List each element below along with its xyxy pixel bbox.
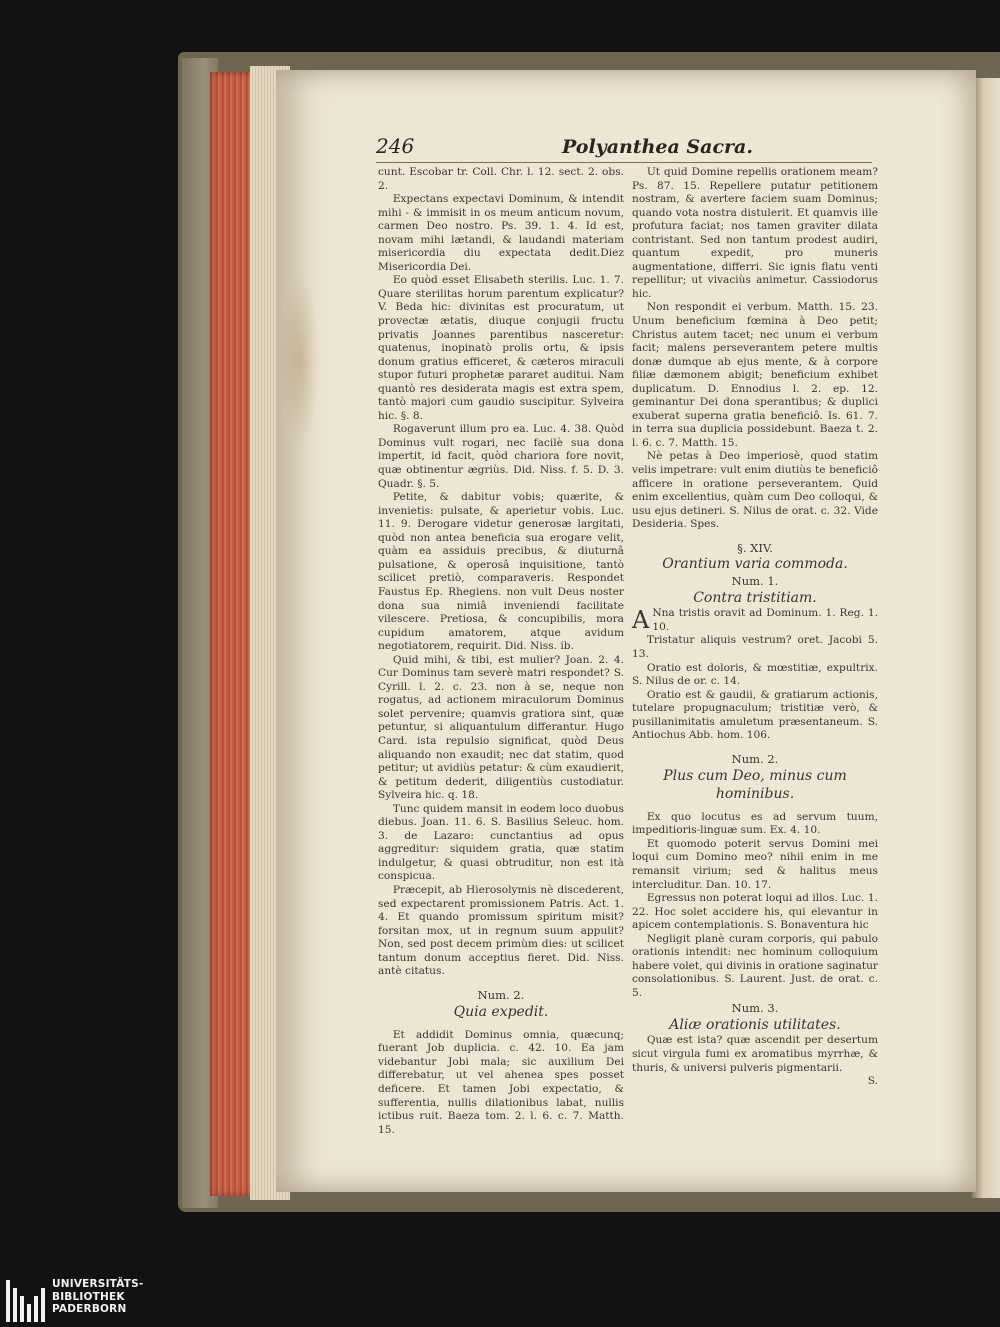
paragraph: A Nna tristis oravit ad Dominum. 1. Reg. 1. 10. [632, 606, 878, 635]
paragraph: Tristatur aliquis vestrum? oret. Jacobi 5. 13. [632, 634, 878, 660]
paragraph: Petite, & dabitur vobis; quærite, & invenietis: pulsate, & aperietur vobis. Luc. 11. 9. Derogare videtur generosæ largitati, quòd non antea beneficia sua erogare velit, quàm ea assiduis precibus, & diuturnâ pulsatione, & operosâ inquisitione, tantò scilicet pretiò, comparaveris. Respondet Faustus Ep. Rhegiens. non vult Deus noster dona sua nimiâ inveniendi facilitate vilescere. Pretiosa, & concupibilis, mora cupidum amatorem, atque avidum negotiatorem, requirit. Did. Niss. ib. [378, 491, 624, 653]
paragraph: Eo quòd esset Elisabeth sterilis. Luc. 1. 7. Quare sterilitas horum parentum explicatur? V. Beda hic: divinitas est procuratum, ut provectæ ætatis, diuque conjugii fructu privatis Joannes parentibus nasceretur: quatenus, inopinatò prolis ortu, & ipsis donum gratius efficeret, & cæteros miraculi stupor futuri prophetæ pararet auditui. Nam quantò res desiderata magis est extra spem, tantò majori cum gaudio suscipitur. Sylveira hic. §. 8. [378, 274, 624, 422]
paragraph: Ut quid Domine repellis orationem meam? Ps. 87. 15. Repellere putatur petitionem nostram, & avertere faciem suam Dominus; quando vota nostra distulerit. Et quamvis ille profutura faciat; nos tamen graviter dilata contristant. Sed non tantum prodest audiri, quantum expedit, pro muneris augmentatione, differri. Sic ignis flatu venti repellitur; ut vivaciùs animetur. Cassiodorus hic. [632, 166, 878, 300]
subsection-number: Num. 1. [731, 574, 779, 589]
paragraph: Negligit planè curam corporis, qui pabulo orationis intendit: nec hominum colloquium habere volet, qui divinis in oratione saginatur consolationibus. S. Laurent. Just. de orat. c. 5. [632, 932, 878, 999]
subsection-number: Num. 3. [731, 1001, 779, 1016]
paragraph: Non respondit ei verbum. Matth. 15. 23. Unum beneficium fœmina à Deo petit; Christus autem tacet; nec unum ei verbum facit; malens perseverantem petere multis donæ dumque ab ejus mente, & à corpore filiæ dæmonem abigit; beneficium exhibet duplicatum. D. Ennodius l. 2. ep. 12. geminantur Dei dona sperantibus; & duplici exuberat superna gratia beneficiô. Is. 61. 7. in terra sua duplicia possidebunt. Baeza t. 2. l. 6. c. 7. Matth. 15. [632, 301, 878, 449]
paragraph: Expectans expectavi Dominum, & intendit mihi - & immisit in os meum anticum novum, carmen Deo nostro. Ps. 39. 1. 4. Id est, novam mihi lætandi, & laudandi materiam misericordia diu expectata dedit.Diez Misericordia Dei. [378, 193, 624, 273]
subsection-number: Num. 2. [731, 751, 779, 766]
library-logo-text: UNIVERSITÄTS- BIBLIOTHEK PADERBORN [52, 1278, 144, 1315]
paragraph: cunt. Escobar tr. Coll. Chr. l. 12. sect. 2. obs. 2. [378, 166, 624, 192]
library-logo-icon [6, 1280, 46, 1322]
subsection-number: Num. 2. [477, 987, 525, 1002]
paragraph: Tunc quidem mansit in eodem loco duobus diebus. Joan. 11. 6. S. Basilius Seleuc. hom. 3. de Lazaro: cunctantius ad opus aggreditur: siquidem gratia, quæ statim indulgetur, & quasi obtruditur, non est ità conspicua. [378, 802, 624, 883]
paragraph: Præcepit, ab Hierosolymis nè discederent, sed expectarent promissionem Patris. Act. 1. 4. Et quando promissum spiritum misit? forsitan mox, ut in regnum suum appulit? Non, sed post decem primùm dies: ut scilicet tantum donum acceptius fieret. Did. Niss. antè citatus. [378, 883, 624, 978]
right-column [632, 166, 878, 1089]
subsection-title: Quia expedit. [453, 1003, 549, 1020]
running-head: Polyanthea Sacra. [562, 136, 753, 158]
subsection-title: Contra tristitiam. [693, 590, 817, 607]
paragraph: Et quomodo poterit servus Domini mei loqui cum Domino meo? nihil enim in me remansit virium; sed & halitus meus intercluditur. Dan. 10. 17. [632, 837, 878, 891]
subsection-title: Aliæ orationis utilitates. [669, 1017, 841, 1034]
page-number: 246 [376, 134, 415, 158]
paragraph: Quæ est ista? quæ ascendit per desertum sicut virgula fumi ex aromatibus myrrhæ, & thuris, & universi pulveris pigmentarii. [632, 1034, 878, 1074]
page-header [376, 136, 872, 163]
page-stain [280, 270, 320, 450]
drop-cap: A [632, 606, 650, 635]
paragraph: Nè petas à Deo imperiosè, quod statim velis impetrare: vult enim diutiùs te beneficiô afficere in oratione perseverantem. Quid enim excellentius, quàm cum Deo colloqui, & usu ejus detineri. S. Nilus de orat. c. 32. Vide Desideria. Spes. [632, 450, 878, 531]
facing-page-sliver [972, 78, 1000, 1198]
section-title: Orantium varia commoda. [662, 556, 848, 573]
left-column [378, 166, 624, 1137]
paragraph: Quid mihi, & tibi, est mulier? Joan. 2. 4. Cur Dominus tam severè matri respondet? S. Cyrill. l. 2. c. 23. non à se, neque non rogatus, ad actionem miraculorum Dominus solet pervenire; quamvis gratiora sint, quæ petuntur, si aliquantulum differantur. Hugo Card. ista repulsio significat, quòd Deus aliquando non exaudit; nec dat statim, quod petitur; ut avidiùs petatur: & cùm exaudierit, & petitum dederit, diligentiùs custodiatur. Sylveira hic. q. 18. [378, 653, 624, 802]
paragraph: Oratio est doloris, & mœstitiæ, expultrix. S. Nilus de or. c. 14. [632, 661, 878, 688]
paragraph: Egressus non poterat loqui ad illos. Luc. 1. 22. Hoc solet accidere his, qui elevantur in apicem contemplationis. S. Bonaventura hic [632, 892, 878, 932]
library-logo [0, 1277, 150, 1327]
section-label: §. XIV. [737, 540, 773, 555]
subsection-title: Plus cum Deo, minus cum hominibus. [663, 767, 847, 802]
paragraph: Rogaverunt illum pro ea. Luc. 4. 38. Quòd Dominus vult rogari, nec facilè sua dona impertit, id facit, quòd chariora fore novit, quæ obtinentur ægriùs. Did. Niss. f. 5. D. 3. Quadr. §. 5. [378, 423, 624, 490]
paragraph: Et addidit Dominus omnia, quæcunq; fuerant Job duplicia. c. 42. 10. Ea jam videbantur Jobi mala; sic auxilium Dei differebatur, ut vel ahenea spes posset deficere. Et tamen Jobi expectatio, & sufferentia, nullis dilationibus labat, nullis ictibus ruit. Baeza tom. 2. l. 6. c. 7. Matth. 15. [378, 1028, 624, 1136]
catchword: S. [867, 1075, 878, 1088]
paragraph: Oratio est & gaudii, & gratiarum actionis, tutelare propugnaculum; tristitiæ verò, & pusillanimitatis amuletum præsentaneum. S. Antiochus Abb. hom. 106. [632, 688, 878, 742]
red-page-edge [210, 72, 254, 1196]
paragraph: Ex quo locutus es ad servum tuum, impeditioris-linguæ sum. Ex. 4. 10. [632, 810, 878, 837]
